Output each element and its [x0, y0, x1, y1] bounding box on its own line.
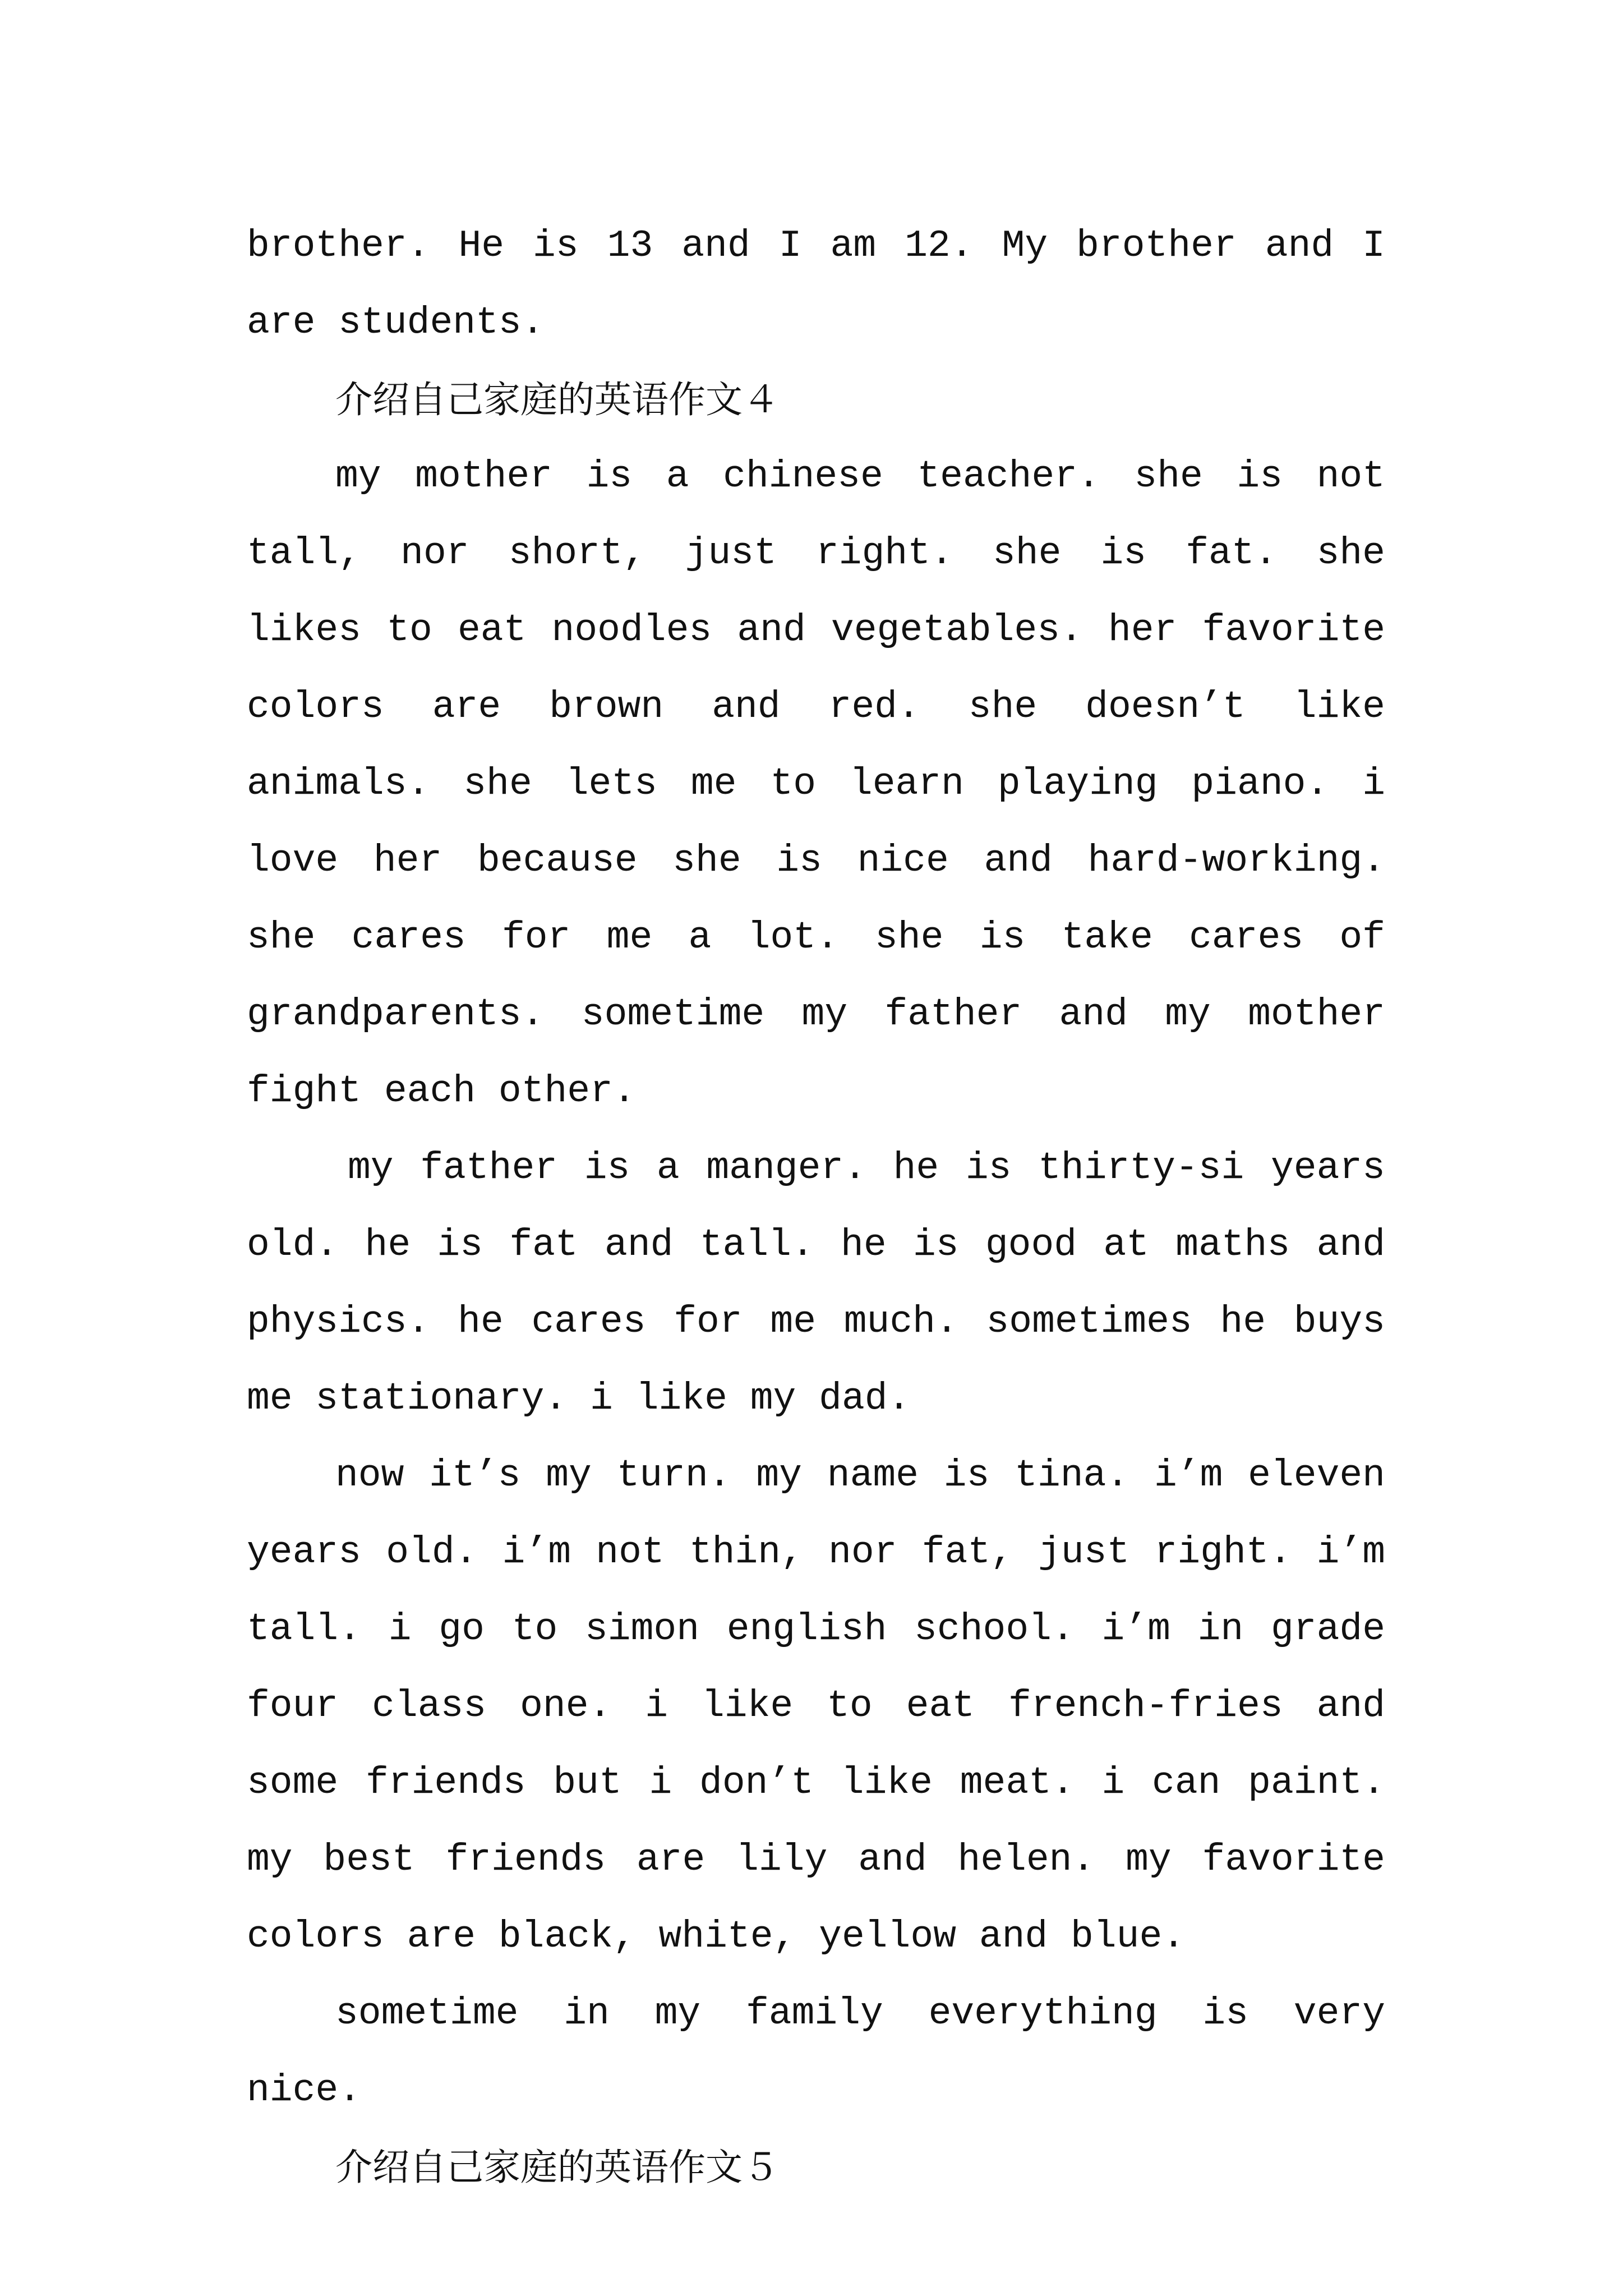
paragraph-father: my father is a manger. he is thirty-si years old. he is fat and tall. he is good at maths and physics. he cares for me much. sometimes he buys me stationary. i like my dad.	[247, 1147, 1385, 1420]
paragraph-tina: now it’s my turn. my name is tina. i’m eleven years old. i’m not thin, nor fat, just right. i’m tall. i go to simon english school. i’m in grade four class one. i like to eat french-fries and some friends but i don’t like meat. i can paint. my best friends are lily and helen. my favorite colors are black, white, yellow and blue.	[247, 1454, 1385, 1958]
section-heading-4: 介绍自己家庭的英语作文４	[335, 378, 780, 421]
paragraph-mother: my mother is a chinese teacher. she is not tall, nor short, just right. she is fat. she likes to eat noodles and vegetables. her favorite colors are brown and red. she doesn’t like animals. she lets me to learn playing piano. i love her because she is nice and hard-working. she cares for me a lot. she is take cares of grandparents. sometime my father and my mother fight each other.	[247, 455, 1385, 1113]
paragraph-family: sometime in my family everything is very nice.	[247, 1992, 1385, 2112]
paragraph-continued: brother. He is 13 and I am 12. My brother and I are students.	[247, 224, 1385, 344]
section-heading-5: 介绍自己家庭的英语作文５	[335, 2146, 780, 2189]
document-page	[247, 208, 1385, 2206]
